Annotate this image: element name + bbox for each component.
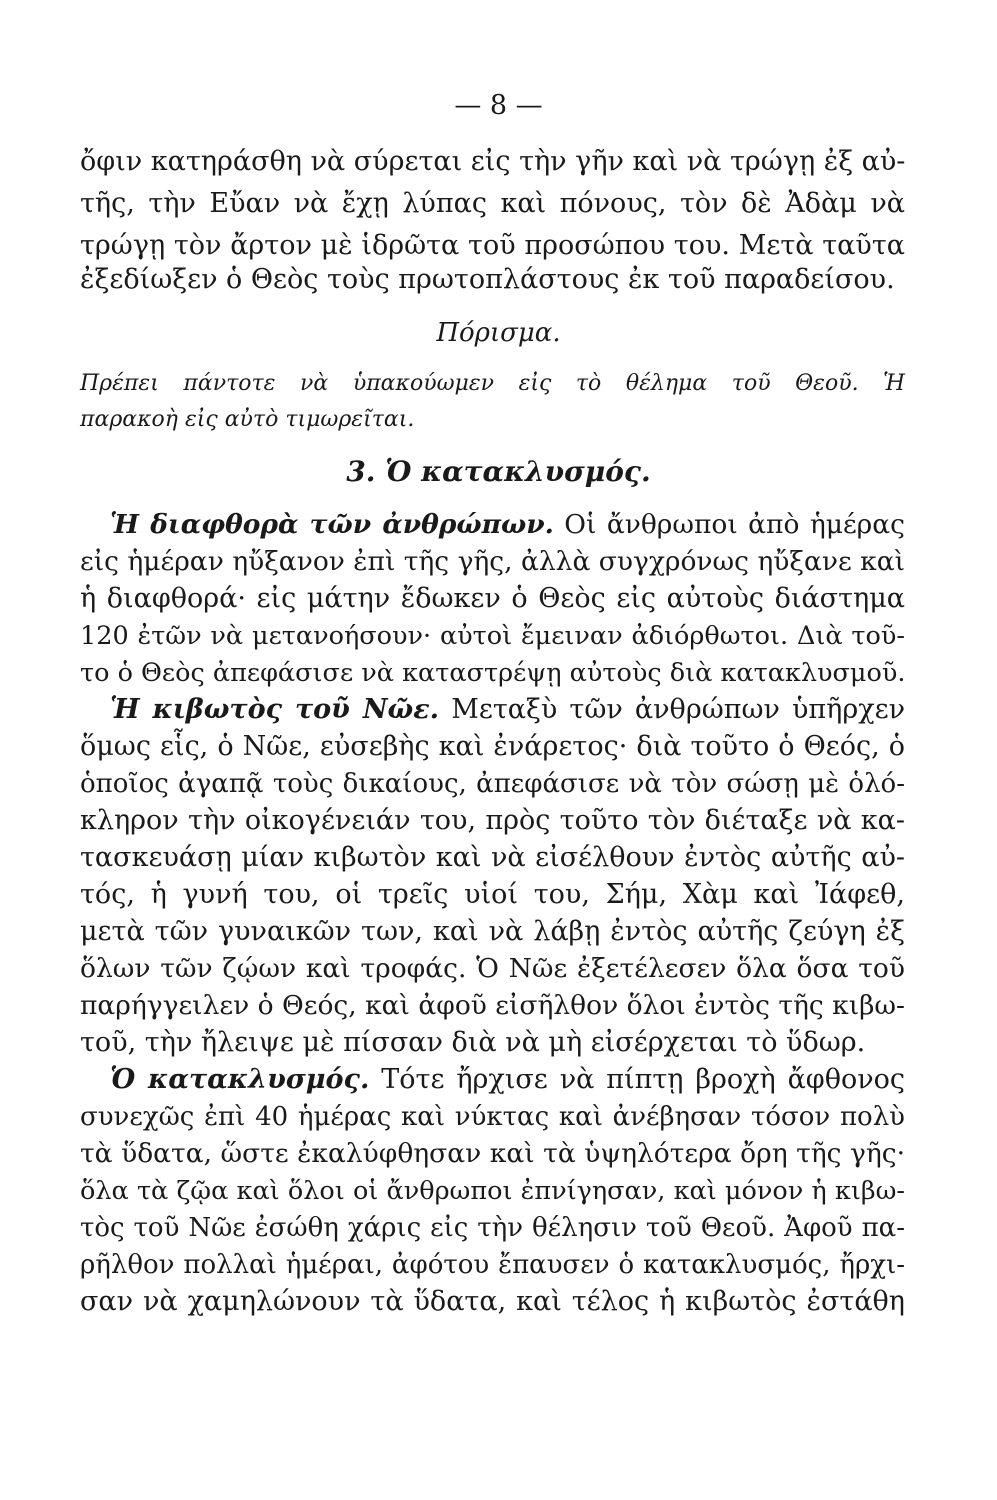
porisma-line: παρακοὴ εἰς αὐτὸ τιμωρεῖται. [80, 407, 415, 432]
paragraph-heading: Ἡ κιβωτὸς τοῦ Νῶε. [110, 694, 440, 725]
text-line: ἐξεδίωξεν ὁ Θεὸς τοὺς πρωτοπλάστους ἐκ τοῦ παραδείσου. [80, 264, 895, 295]
text-line: τὸς τοῦ Νῶε ἐσώθη χάρις εἰς τὴν θέλησιν τοῦ Θεοῦ. Ἀφοῦ πα- [80, 1213, 905, 1243]
text-line: ρῆλθον πολλαὶ ἡμέραι, ἀφότου ἔπαυσεν ὁ κατακλυσμός, ἤρχι- [80, 1250, 905, 1280]
text-line: παρήγγειλεν ὁ Θεός, καὶ ἀφοῦ εἰσῆλθον ὅλοι ἐντὸς τῆς κιβω- [80, 990, 905, 1021]
text-line: 120 ἐτῶν νὰ μετανοήσουν· αὐτοὶ ἔμειναν ἀδιόρθωτοι. Διὰ τοῦ- [80, 621, 905, 651]
text-line: τὰ ὕδατα, ὥστε ἐκαλύφθησαν καὶ τὰ ὑψηλότερα ὄρη τῆς γῆς· [80, 1138, 905, 1169]
text-line: μετὰ τῶν γυναικῶν των, καὶ νὰ λάβῃ ἐντὸς αὐτῆς ζεύγη ἐξ [80, 916, 905, 947]
text-run: Οἱ ἄνθρωποι ἀπὸ ἡμέρας [553, 509, 905, 540]
text-line: ὁποῖος ἀγαπᾷ τοὺς δικαίους, ἀπεφάσισε νὰ τὸν σώσῃ μὲ ὁλό- [80, 769, 905, 799]
text-line: ὅμως εἷς, ὁ Νῶε, εὐσεβὴς καὶ ἐνάρετος· διὰ τοῦτο ὁ Θεός, ὁ [80, 731, 905, 762]
text-line: σαν νὰ χαμηλώνουν τὰ ὕδατα, καὶ τέλος ἡ κιβωτὸς ἐστάθη [80, 1286, 905, 1317]
paragraph-first-line [110, 508, 905, 542]
paragraph-heading: Ὁ κατακλυσμός. [110, 1064, 370, 1095]
porisma-heading: Πόρισμα. [436, 318, 561, 348]
text-line: το ὁ Θεὸς ἀπεφάσισε νὰ καταστρέψῃ αὐτοὺς διὰ κατακλυσμοῦ. [80, 658, 906, 688]
text-line: ἡ διαφθορά· εἰς μάτην ἔδωκεν ὁ Θεὸς εἰς αὐτοὺς διάστημα [80, 583, 905, 614]
text-line: τῆς, τὴν Εὔαν νὰ ἔχῃ λύπας καὶ πόνους, τὸν δὲ Ἀδὰμ νὰ [80, 188, 905, 219]
paragraph-first-line [110, 693, 905, 727]
text-line: τός, ἡ γυνή του, οἱ τρεῖς υἱοί του, Σήμ, Χὰμ καὶ Ἰάφεθ, [80, 879, 905, 910]
text-line: κληρον τὴν οἰκογένειάν του, πρὸς τοῦτο τὸν διέταξε νὰ κα- [80, 805, 905, 836]
text-line: ὄφιν κατηράσθη νὰ σύρεται εἰς τὴν γῆν καὶ νὰ τρώγῃ ἐξ αὐ- [80, 146, 906, 177]
text-line: ὅλων τῶν ζῴων καὶ τροφάς. Ὁ Νῶε ἐξετέλεσεν ὅλα ὅσα τοῦ [80, 953, 905, 984]
section-title: 3. Ὁ κατακλυσμός. [346, 455, 651, 488]
text-line: ὅλα τὰ ζῷα καὶ ὅλοι οἱ ἄνθρωποι ἐπνίγησαν, καὶ μόνον ἡ κιβω- [80, 1176, 905, 1206]
text-line: τρώγῃ τὸν ἄρτον μὲ ἱδρῶτα τοῦ προσώπου του. Μετὰ ταῦτα [80, 230, 905, 261]
text-line: εἰς ἡμέραν ηὔξανον ἐπὶ τῆς γῆς, ἀλλὰ συγχρόνως ηὔξανε καὶ [80, 546, 905, 577]
porisma-line: Πρέπει πάντοτε νὰ ὑπακούωμεν εἰς τὸ θέλημα τοῦ Θεοῦ. Ἡ [80, 371, 905, 396]
text-run: Μεταξὺ τῶν ἀνθρώπων ὑπῆρχεν [439, 694, 905, 725]
paragraph-heading: Ἡ διαφθορὰ τῶν ἀνθρώπων. [110, 509, 554, 540]
page-number: — 8 — [454, 90, 543, 121]
text-line: τοῦ, τὴν ἤλειψε μὲ πίσσαν διὰ νὰ μὴ εἰσέρχεται τὸ ὕδωρ. [80, 1027, 866, 1058]
paragraph-first-line [110, 1063, 905, 1097]
text-run: Τότε ἤρχισε νὰ πίπτῃ βροχὴ ἄφθονος [369, 1064, 906, 1095]
text-line: συνεχῶς ἐπὶ 40 ἡμέρας καὶ νύκτας καὶ ἀνέβησαν τόσον πολὺ [80, 1102, 905, 1132]
text-line: τασκευάσῃ μίαν κιβωτὸν καὶ νὰ εἰσέλθουν ἐντὸς αὐτῆς αὐ- [80, 842, 905, 873]
